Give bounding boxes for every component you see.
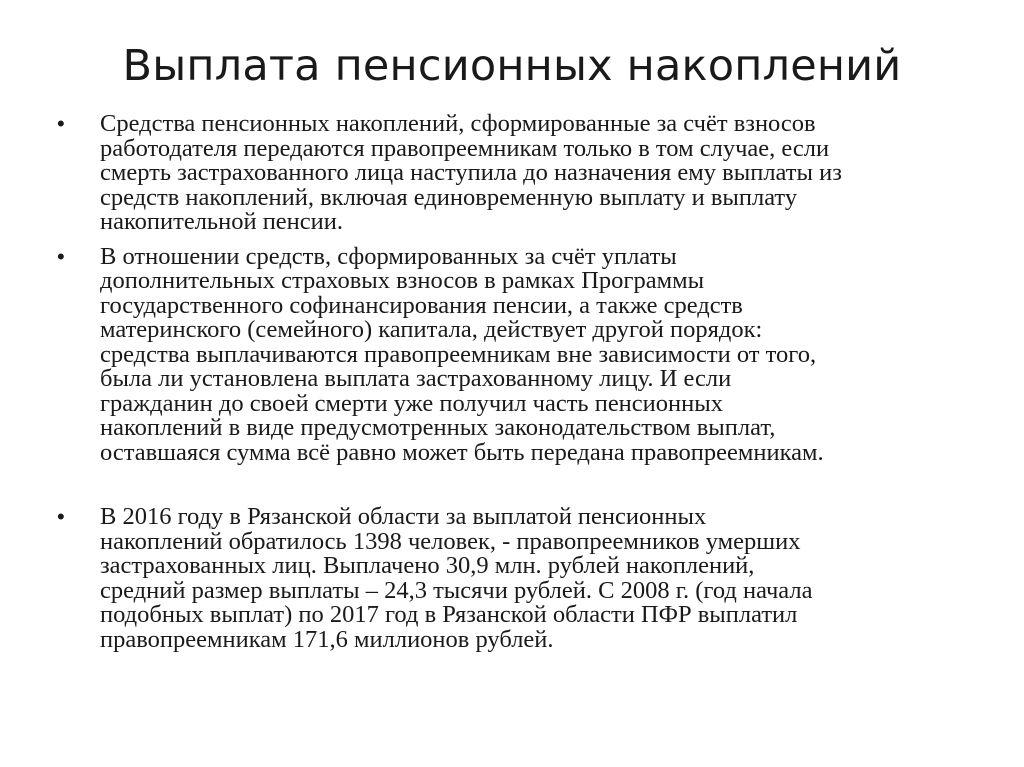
- bullet-marker: •: [57, 243, 65, 269]
- bullet-marker: •: [57, 111, 65, 136]
- bullet-text: Средства пенсионных накоплений, сформированные за счёт взносов работодателя передаются правопреемникам только в том случае, если смерть застрахованного лица наступила до назначения ему выплаты из средств накоплений, включая единовременную выплату и выплату накопительной пенсии.: [100, 110, 842, 235]
- bullet-text: В отношении средств, сформированных за счёт уплаты дополнительных страховых взносов в рамках Программы государственного софинансирования пенсии, а также средств материнского (семейного) капитала, действует другой порядок: средства выплачиваются правопреемникам вне зависимости от того, была ли установлена выплата застрахованному лицу. И если гражданин до своей смерти уже получил часть пенсионных накоплений в виде предусмотренных законодательством выплат, оставшаяся сумма всё равно может быть передана правопреемникам.: [100, 242, 824, 466]
- slide-title: Выплата пенсионных накоплений: [122, 41, 902, 91]
- bullet-item: [55, 112, 955, 235]
- bullet-list: [55, 112, 955, 662]
- bullet-item: [55, 242, 955, 466]
- bullet-item: [55, 505, 955, 652]
- bullet-marker: •: [57, 504, 65, 529]
- bullet-text: В 2016 году в Рязанской области за выплатой пенсионных накоплений обратилось 1398 человек, - правопреемников умерших застрахованных лиц. Выплачено 30,9 млн. рублей накоплений, средний размер выплаты – 24,3 тысячи рублей. С 2008 г. (год начала подобных выплат) по 2017 год в Рязанской области ПФР выплатил правопреемникам 171,6 миллионов рублей.: [100, 503, 813, 653]
